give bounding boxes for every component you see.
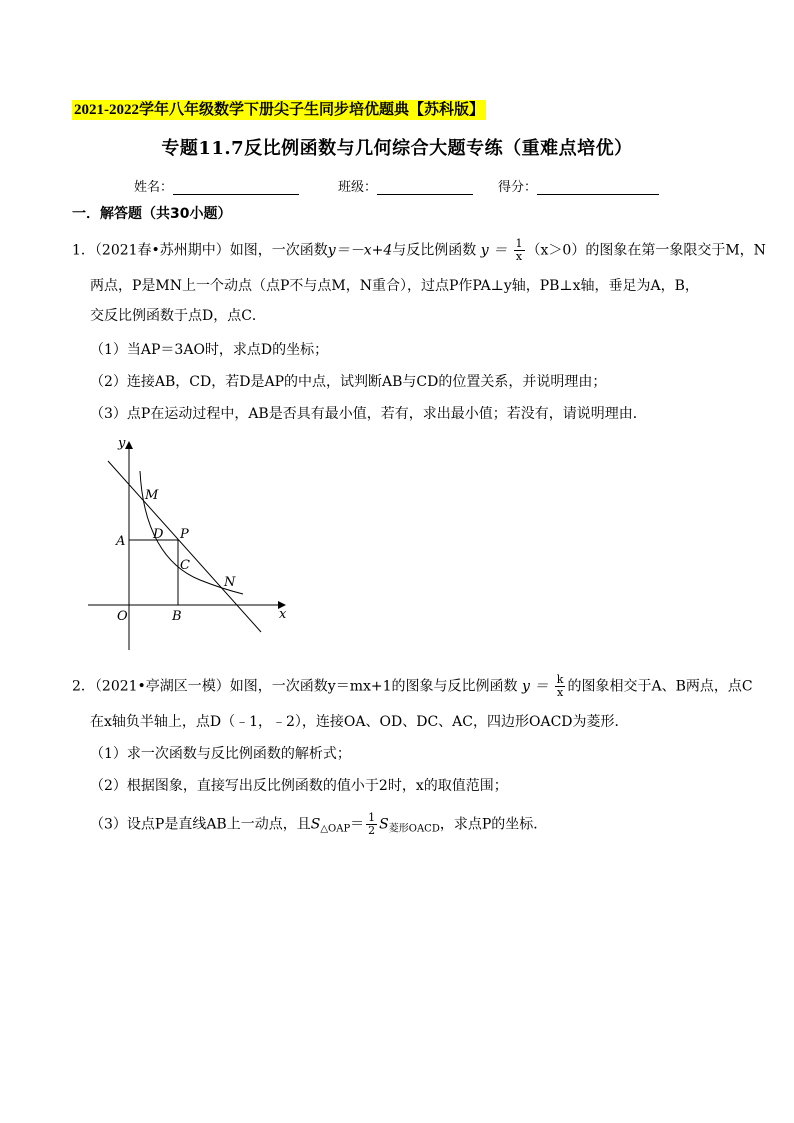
q2-intro: 2．（2021•亭湖区一模）如图，一次函数y＝mx+1的图象与反比例函数 [72, 678, 518, 695]
score-field [498, 176, 659, 195]
score-blank [537, 180, 659, 195]
label-c: C [180, 558, 190, 573]
q1-sub2: （2）连接AB，CD，若D是AP的中点，试判断AB与CD的位置关系，并说明理由； [90, 374, 607, 390]
section-heading: 一．解答题（共30小题） [72, 206, 232, 222]
q1-frac-num: 1 [515, 237, 523, 250]
q2-frac-den: x [557, 686, 564, 699]
label-b: B [172, 609, 182, 624]
q2-sub1: （1）求一次函数与反比例函数的解析式； [90, 746, 351, 762]
label-d: D [153, 527, 164, 542]
q1-intro-end: （x＞0）的图象在第一象限交于M，N [526, 242, 766, 259]
q2-frac-num: k [556, 673, 564, 686]
q1-fraction [514, 238, 525, 263]
q2-sub3-end: ，求点P的坐标． [439, 816, 548, 833]
q2-half-den: 2 [368, 824, 376, 837]
q1-linear-fn: y＝－x+4 [327, 242, 393, 259]
q2-sub2: （2）根据图象，直接写出反比例函数的值小于2时，x的取值范围； [90, 778, 508, 794]
q2-line2: 在x轴负半轴上，点D（﹣1，﹣2），连接OA、OD、DC、AC，四边形OACD为菱形． [90, 714, 629, 730]
q1-line3: 交反比例函数于点D，点C． [90, 308, 266, 324]
q2-area-rhombus: S [379, 816, 389, 833]
label-x: x [279, 607, 287, 622]
label-y: y [118, 436, 126, 451]
class-field [338, 176, 473, 195]
linear-function-line [108, 461, 261, 632]
q1-figure [80, 430, 300, 660]
class-label: 班级： [338, 180, 378, 195]
y-axis-arrow [125, 441, 133, 449]
q1-intro: 1．（2021春•苏州期中）如图，一次函数 [72, 242, 328, 259]
q2-fraction [555, 674, 566, 699]
q2-area-oap-sub: △OAP [320, 823, 351, 835]
label-m: M [145, 488, 159, 503]
q1-sub3: （3）点P在运动过程中，AB是否具有最小值，若有，求出最小值；若没有，请说明理由． [90, 406, 647, 422]
q2-equals: ＝ [350, 816, 365, 833]
q1-intro-mid: 与反比例函数 [392, 242, 477, 259]
name-label: 姓名： [134, 180, 174, 195]
series-banner: 2021-2022学年八年级数学下册尖子生同步培优题典【苏科版】 [74, 102, 484, 118]
q2-area-rhombus-sub: 菱形OACD [388, 823, 440, 835]
q1-sub1: （1）当AP＝3AO时，求点D的坐标； [90, 342, 329, 358]
label-o: O [117, 609, 128, 624]
q2-half-num: 1 [368, 811, 376, 824]
name-blank [173, 180, 299, 195]
class-blank [377, 180, 473, 195]
page-title: 专题11.7反比例函数与几何综合大题专练（重难点培优） [161, 138, 633, 159]
name-field [134, 176, 299, 195]
q2-sub3 [90, 812, 547, 840]
q1-line2: 两点，P是MN上一个动点（点P不与点M，N重合），过点P作PA⊥y轴，PB⊥x轴，垂足为A，B， [90, 278, 699, 294]
q2-intro-end: 的图象相交于A、B两点，点C [567, 678, 753, 695]
q1-line1 [72, 238, 766, 263]
label-a: A [116, 534, 126, 549]
q2-line1 [72, 674, 753, 699]
q1-y-eq: y ＝ [480, 242, 508, 259]
q1-frac-den: x [515, 250, 523, 263]
q2-area-oap: S [310, 816, 321, 833]
q2-sub3-intro: （3）设点P是直线AB上一动点，且 [90, 816, 311, 833]
q2-y-eq: y ＝ [521, 678, 549, 695]
q2-half-fraction [366, 812, 377, 837]
score-label: 得分： [498, 180, 538, 195]
label-p: P [180, 527, 189, 542]
label-n: N [224, 575, 236, 590]
